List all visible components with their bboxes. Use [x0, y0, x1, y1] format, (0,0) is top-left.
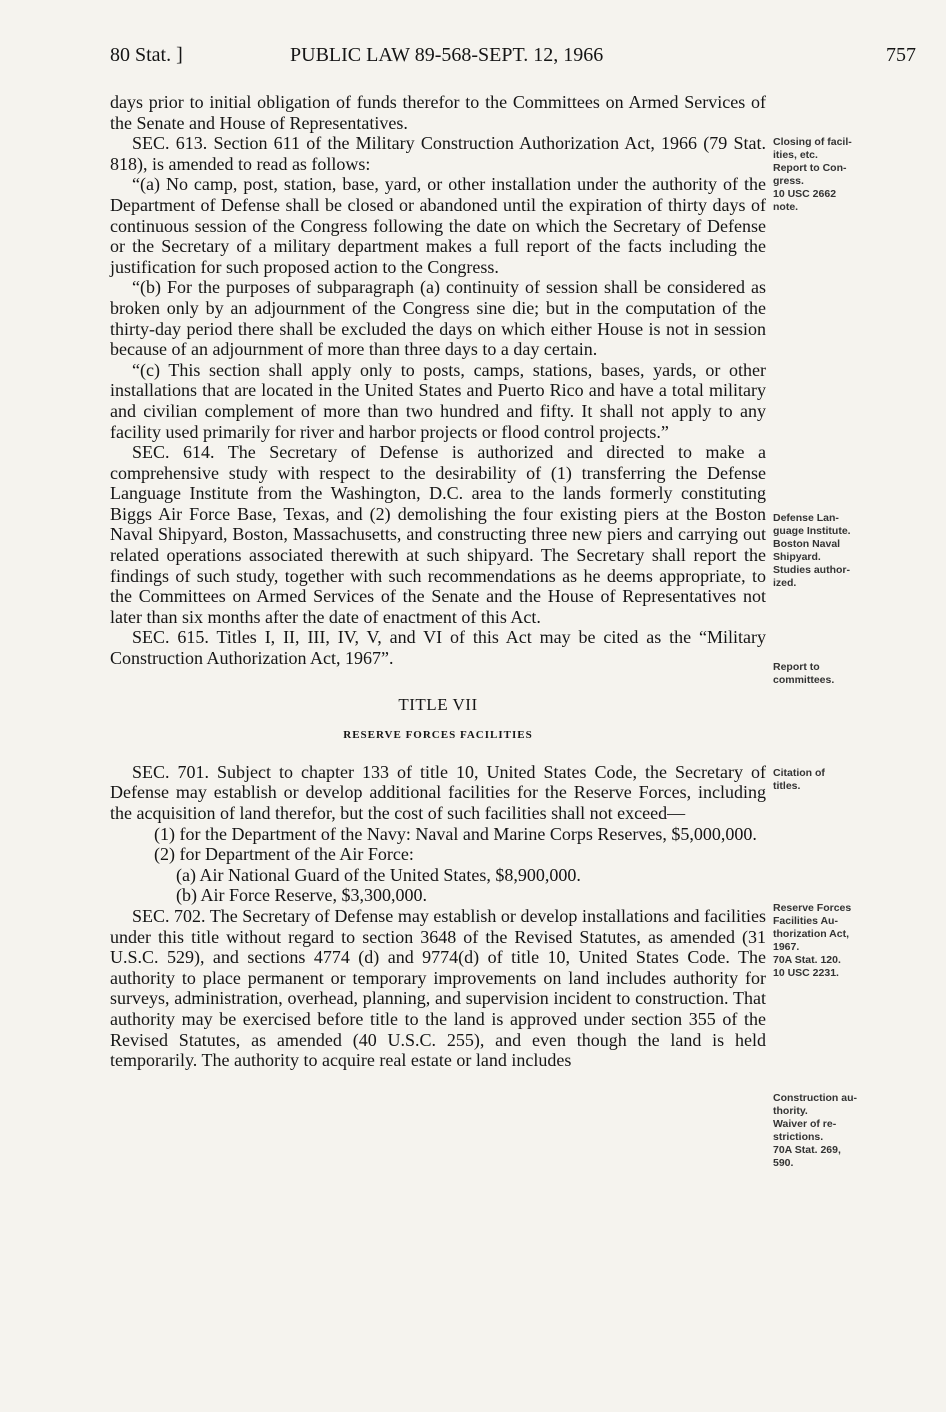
- margin-note-text: Reserve Forces Facilities Au- thorization Act, 1967. 70A Stat. 120. 10 USC 2231.: [773, 902, 852, 979]
- margin-note: [773, 661, 913, 687]
- margin-note-text: Construction au- thority. Waiver of re- strictions. 70A Stat. 269, 590.: [773, 1092, 857, 1169]
- list-item: (b) Air Force Reserve, $3,300,000.: [176, 885, 427, 906]
- subsection-b: “(b) For the purposes of subparagraph (a) continuity of session shall be considered as broken only by an adjournment of the Congress sine die; but in the computation of the thirty-day period there shall be excluded the days on which either House is not in session because of an adjournment of more than three days to a day certain.: [110, 277, 766, 360]
- list-item: (1) for the Department of the Navy: Naval and Marine Corps Reserves, $5,000,000.: [154, 823, 757, 844]
- margin-note: [773, 512, 913, 590]
- header-title: PUBLIC LAW 89-568-SEPT. 12, 1966: [290, 44, 604, 66]
- page-header: [110, 44, 916, 74]
- header-statute-ref: 80 Stat. ]: [110, 44, 183, 66]
- margin-note: [773, 767, 913, 793]
- list-item: (2) for Department of the Air Force:: [154, 844, 414, 865]
- margin-note-text: Closing of facil- ities, etc. Report to Con- gress. 10 USC 2662 note.: [773, 136, 852, 213]
- list-item: (a) Air National Guard of the United States, $8,900,000.: [176, 864, 581, 885]
- subsection-a: “(a) No camp, post, station, base, yard, or other installation under the authority of the Department of Defense shall be closed or abandoned until the expiration of thirty days of continuous session of the Congress following the date on which the Secretary of Defense or the Secretary of a military department makes a full report of the facts including the justification for such proposed action to the Congress.: [110, 174, 766, 277]
- margin-note: [773, 1092, 913, 1170]
- margin-note-text: Report to committees.: [773, 661, 835, 686]
- section-701: SEC. 701. Subject to chapter 133 of title 10, United States Code, the Secretary of Defense may establish or develop additional facilities for the Reserve Forces, including the acquisition of land therefor, but the cost of such facilities shall not exceed—: [110, 761, 766, 823]
- margin-note: [773, 902, 913, 980]
- section-614: SEC. 614. The Secretary of Defense is authorized and directed to make a comprehensive study with respect to the desirability of (1) transferring the Defense Language Institute from the Washington, D.C. area to the lands formerly constituting Biggs Air Force Base, Texas, and (2) demolishing the four existing piers at the Boston Naval Shipyard, Boston, Massachusetts, and constructing three new piers and carrying out related operations associated therewith at such shipyard. The Secretary shall report the findings of such study, together with such recommendations as he deems appropriate, to the Committees on Armed Services of the Senate and the House of Representatives not later than six months after the date of enactment of this Act.: [110, 442, 766, 627]
- body-text: [110, 92, 766, 1071]
- margin-note-text: Citation of titles.: [773, 767, 825, 792]
- subsection-c: “(c) This section shall apply only to posts, camps, stations, bases, yards, or other installations that are located in the United States and Puerto Rico and have a total military and civilian complement of more than two hundred and fifty. It shall not apply to any facility used primarily for river and harbor projects or flood control projects.”: [110, 359, 766, 442]
- section-613: SEC. 613. Section 611 of the Military Construction Authorization Act, 1966 (79 Stat. 818), is amended to read as follows:: [110, 133, 766, 174]
- section-615: SEC. 615. Titles I, II, III, IV, V, and VI of this Act may be cited as the “Military Construction Authorization Act, 1967”.: [110, 627, 766, 669]
- title-heading: TITLE VII: [398, 694, 478, 714]
- margin-note-text: Defense Lan- guage Institute. Boston Naval Shipyard. Studies author- ized.: [773, 512, 851, 589]
- page-number: 757: [886, 44, 916, 66]
- section-702: SEC. 702. The Secretary of Defense may establish or develop installations and facilities under this title without regard to section 3648 of the Revised Statutes, as amended (31 U.S.C. 529), and sections 4774 (d) and 9774(d) of title 10, United States Code. The authority to place permanent or temporary improvements on land includes authority for surveys, administration, overhead, planning, and supervision incident to construction. That authority may be exercised before title to the land is approved under section 355 of the Revised Statutes, as amended (40 U.S.C. 255), and even though the land is held temporarily. The authority to acquire real estate or land includes: [110, 905, 766, 1071]
- title-subheading: RESERVE FORCES FACILITIES: [343, 729, 533, 742]
- paragraph: days prior to initial obligation of funds therefor to the Committees on Armed Services of the Senate and House of Representatives.: [110, 92, 766, 133]
- margin-note: [773, 136, 913, 214]
